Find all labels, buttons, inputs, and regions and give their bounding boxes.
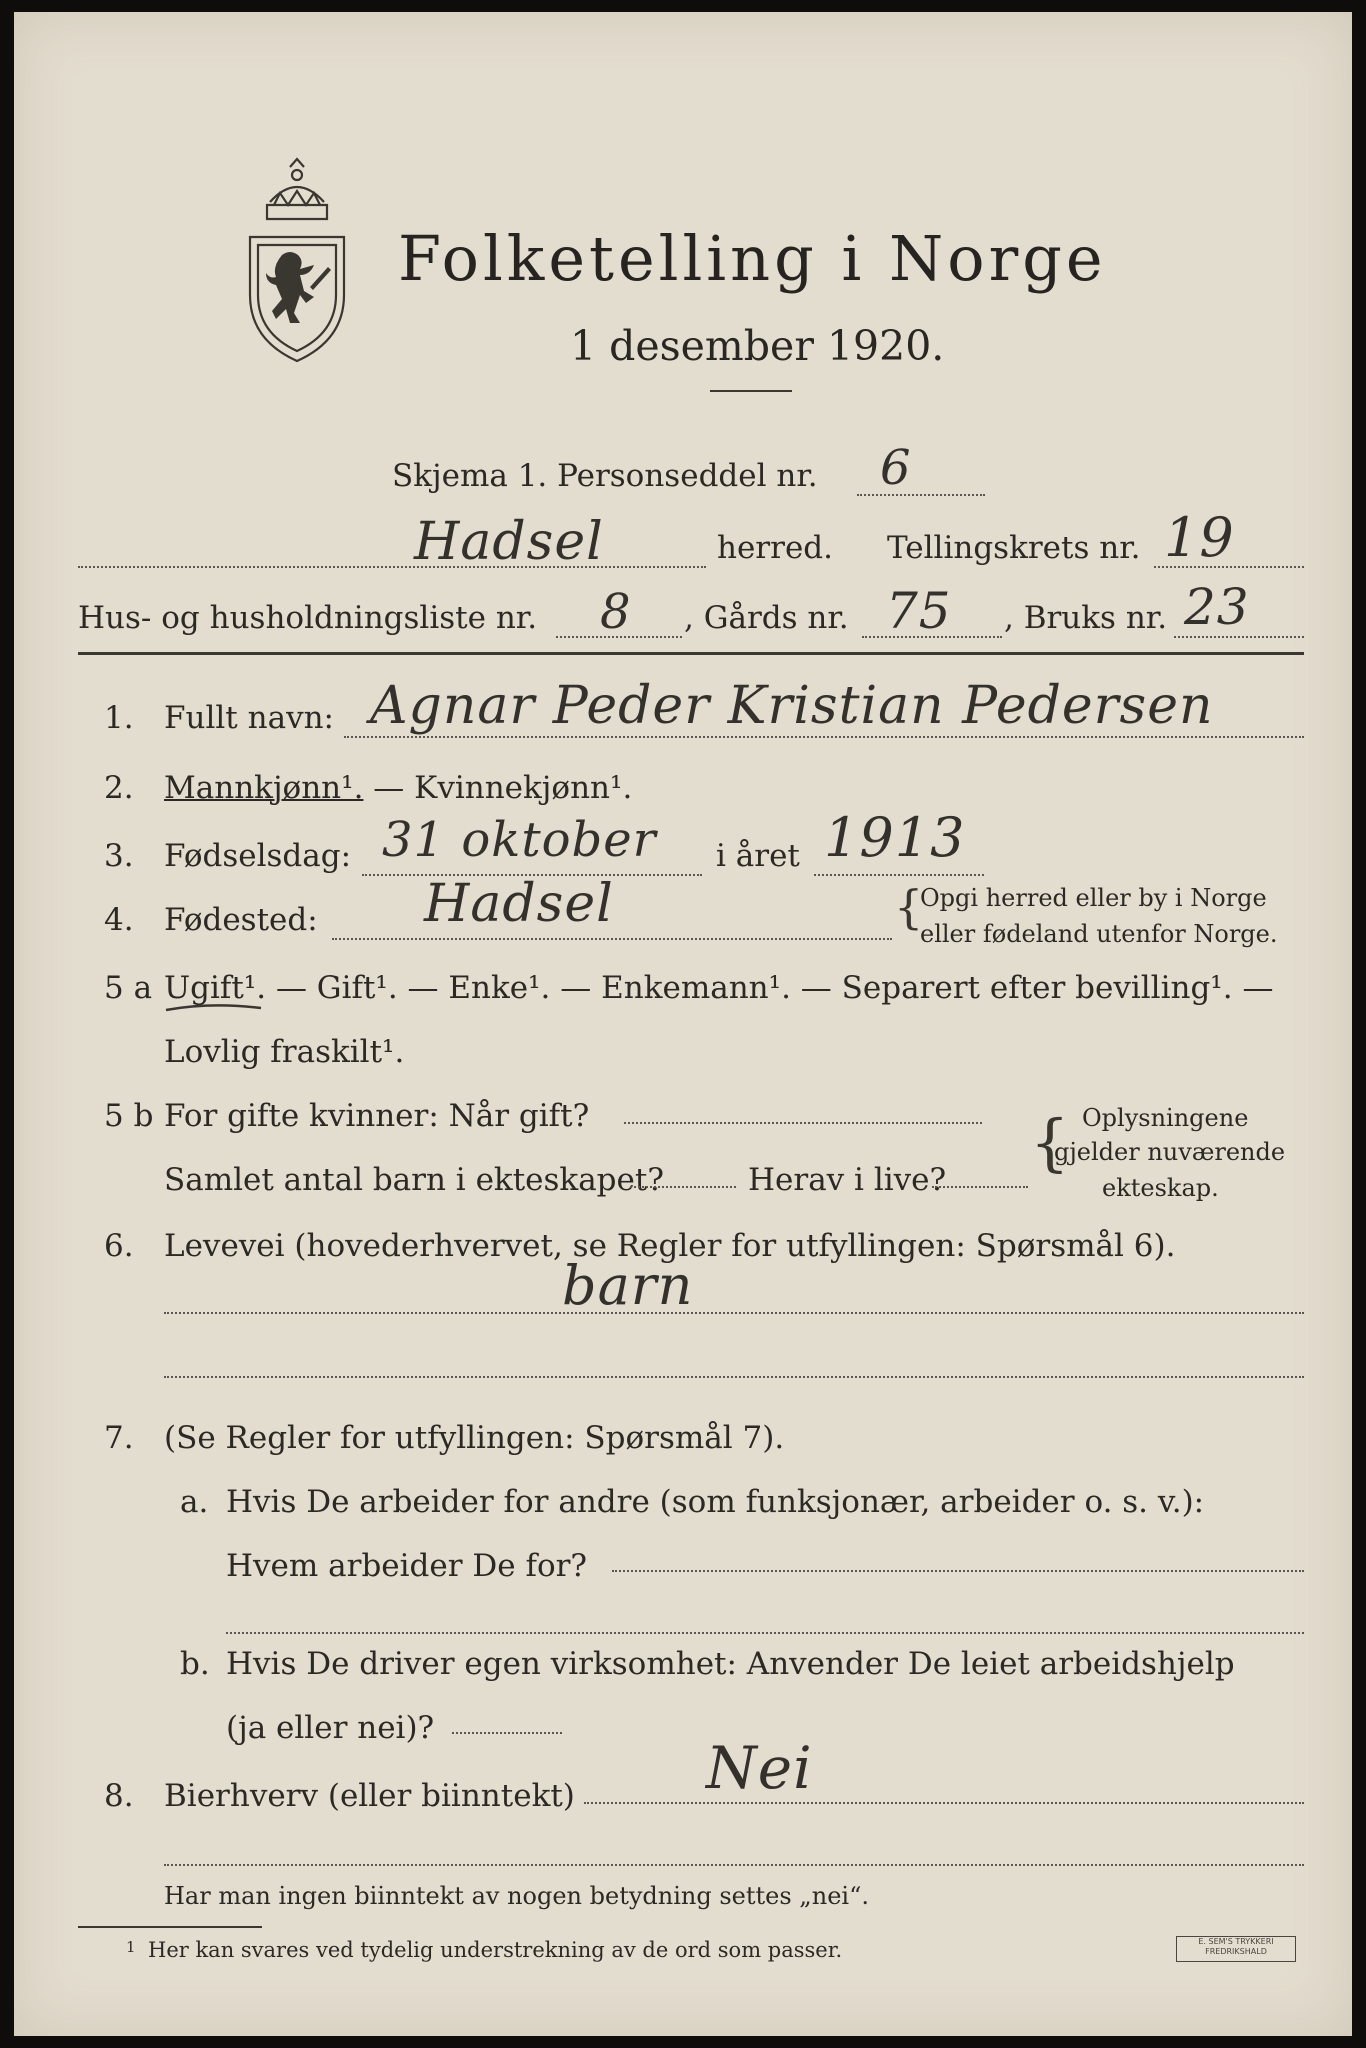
- marriage-note-line3: ekteskap.: [1102, 1174, 1219, 1202]
- q3-number: 3.: [104, 838, 134, 874]
- personseddel-value: 6: [880, 440, 912, 496]
- census-form: [14, 12, 1352, 2036]
- full-name-field[interactable]: [344, 736, 1304, 738]
- birthplace-note-line1: Opgi herred eller by i Norge: [920, 884, 1267, 912]
- children-alive-label: Herav i live?: [748, 1162, 947, 1198]
- footnote-mark: 1: [126, 1938, 136, 1956]
- year-label: i året: [716, 838, 800, 874]
- form-title: Folketelling i Norge: [398, 222, 1107, 295]
- q3-label: Fødselsdag:: [164, 838, 352, 874]
- personseddel-field[interactable]: [857, 494, 985, 496]
- q5b-number: 5 b: [104, 1098, 154, 1134]
- marriage-note-line2: gjelder nuværende: [1054, 1138, 1286, 1166]
- employer-label: Hvem arbeider De for?: [226, 1548, 588, 1584]
- marriage-note-brace: {: [1030, 1106, 1070, 1179]
- gender-male-option[interactable]: Mannkjønn¹.: [164, 770, 364, 806]
- side-income-label: Bierhverv (eller biinntekt): [164, 1778, 575, 1814]
- gender-options: [164, 770, 632, 806]
- marital-status-options[interactable]: Ugift¹. — Gift¹. — Enke¹. — Enkemann¹. — Separert efter bevilling¹. —: [164, 970, 1274, 1006]
- children-total-label: Samlet antal barn i ekteskapet?: [164, 1162, 664, 1198]
- q1-label: Fullt navn:: [164, 700, 334, 736]
- tellingskrets-value: 19: [1164, 506, 1235, 569]
- skjema-label: Skjema 1. Personseddel nr.: [392, 458, 818, 494]
- birth-year-value: 1913: [824, 806, 966, 869]
- printer-stamp-line2: FREDRIKSHALD: [1205, 1947, 1267, 1956]
- gards-label: , Gårds nr.: [684, 600, 849, 636]
- q2-number: 2.: [104, 770, 134, 806]
- footnote-separator: [78, 1926, 262, 1928]
- birthplace-note-line2: eller fødeland utenfor Norge.: [920, 920, 1278, 948]
- census-date: 1 desember 1920.: [570, 322, 945, 370]
- herred-label: herred.: [717, 530, 833, 566]
- marriage-note-line1: Oplysningene: [1082, 1104, 1249, 1132]
- printer-stamp-line1: E. SEM'S TRYKKERI: [1198, 1937, 1274, 1946]
- occupation-value: barn: [562, 1254, 694, 1317]
- hired-help-field[interactable]: [452, 1732, 562, 1734]
- married-when-field[interactable]: [624, 1122, 982, 1124]
- q7-number: 7.: [104, 1420, 134, 1456]
- q4-number: 4.: [104, 902, 134, 938]
- married-when-label: For gifte kvinner: Når gift?: [164, 1098, 590, 1134]
- q7b-line1: Hvis De driver egen virksomhet: Anvender De leiet arbeidshjelp: [226, 1646, 1235, 1682]
- hus-value: 8: [600, 584, 632, 640]
- header-separator: [78, 652, 1304, 655]
- birthday-value: 31 oktober: [382, 812, 657, 868]
- hired-help-label: (ja eller nei)?: [226, 1710, 435, 1746]
- occupation-field-line2[interactable]: [164, 1376, 1304, 1378]
- bruks-value: 23: [1184, 578, 1250, 636]
- norwegian-coat-of-arms-icon: [232, 157, 362, 367]
- gender-female-option[interactable]: Kvinnekjønn¹.: [414, 770, 633, 806]
- tellingskrets-label: Tellingskrets nr.: [887, 530, 1141, 566]
- full-name-value: Agnar Peder Kristian Pedersen: [370, 676, 1214, 736]
- side-income-note: Har man ingen biinntekt av nogen betydning settes „nei“.: [164, 1882, 869, 1910]
- q8-number: 8.: [104, 1778, 134, 1814]
- q4-label: Fødested:: [164, 902, 318, 938]
- occupation-field[interactable]: [164, 1312, 1304, 1314]
- children-total-field[interactable]: [630, 1186, 736, 1188]
- birthplace-value: Hadsel: [424, 874, 614, 934]
- side-income-field[interactable]: [584, 1802, 1304, 1804]
- children-alive-field[interactable]: [932, 1186, 1028, 1188]
- ugift-underline-mark: [164, 1002, 264, 1016]
- gender-separator: —: [363, 770, 415, 806]
- q6-number: 6.: [104, 1228, 134, 1264]
- q7a-letter: a.: [180, 1484, 209, 1520]
- herred-value: Hadsel: [414, 512, 604, 572]
- footnote-text: Her kan svares ved tydelig understrekning av de ord som passer.: [148, 1938, 843, 1962]
- birth-year-field[interactable]: [814, 874, 984, 876]
- occupation-label: Levevei (hovederhvervet, se Regler for utfyllingen: Spørsmål 6).: [164, 1228, 1176, 1264]
- herred-field[interactable]: [78, 566, 706, 568]
- gards-value: 75: [886, 582, 952, 640]
- bruks-field[interactable]: [1174, 636, 1304, 638]
- bruks-label: , Bruks nr.: [1004, 600, 1168, 636]
- side-income-value: Nei: [706, 1734, 813, 1802]
- marital-status-options-line2[interactable]: Lovlig fraskilt¹.: [164, 1034, 405, 1070]
- printer-stamp: [1176, 1936, 1296, 1962]
- birthplace-field[interactable]: [332, 938, 892, 940]
- employer-field-line2[interactable]: [226, 1632, 1304, 1634]
- side-income-field-line2[interactable]: [164, 1864, 1304, 1866]
- q7b-letter: b.: [180, 1646, 210, 1682]
- q7-label: (Se Regler for utfyllingen: Spørsmål 7).: [164, 1420, 785, 1456]
- q1-number: 1.: [104, 700, 134, 736]
- birthplace-note-brace: {: [894, 880, 924, 934]
- title-divider: [710, 390, 792, 392]
- employer-field[interactable]: [612, 1570, 1304, 1572]
- hus-label: Hus- og husholdningsliste nr.: [78, 600, 538, 636]
- q7a-line1: Hvis De arbeider for andre (som funksjonær, arbeider o. s. v.):: [226, 1484, 1205, 1520]
- q5a-number: 5 a: [104, 970, 153, 1006]
